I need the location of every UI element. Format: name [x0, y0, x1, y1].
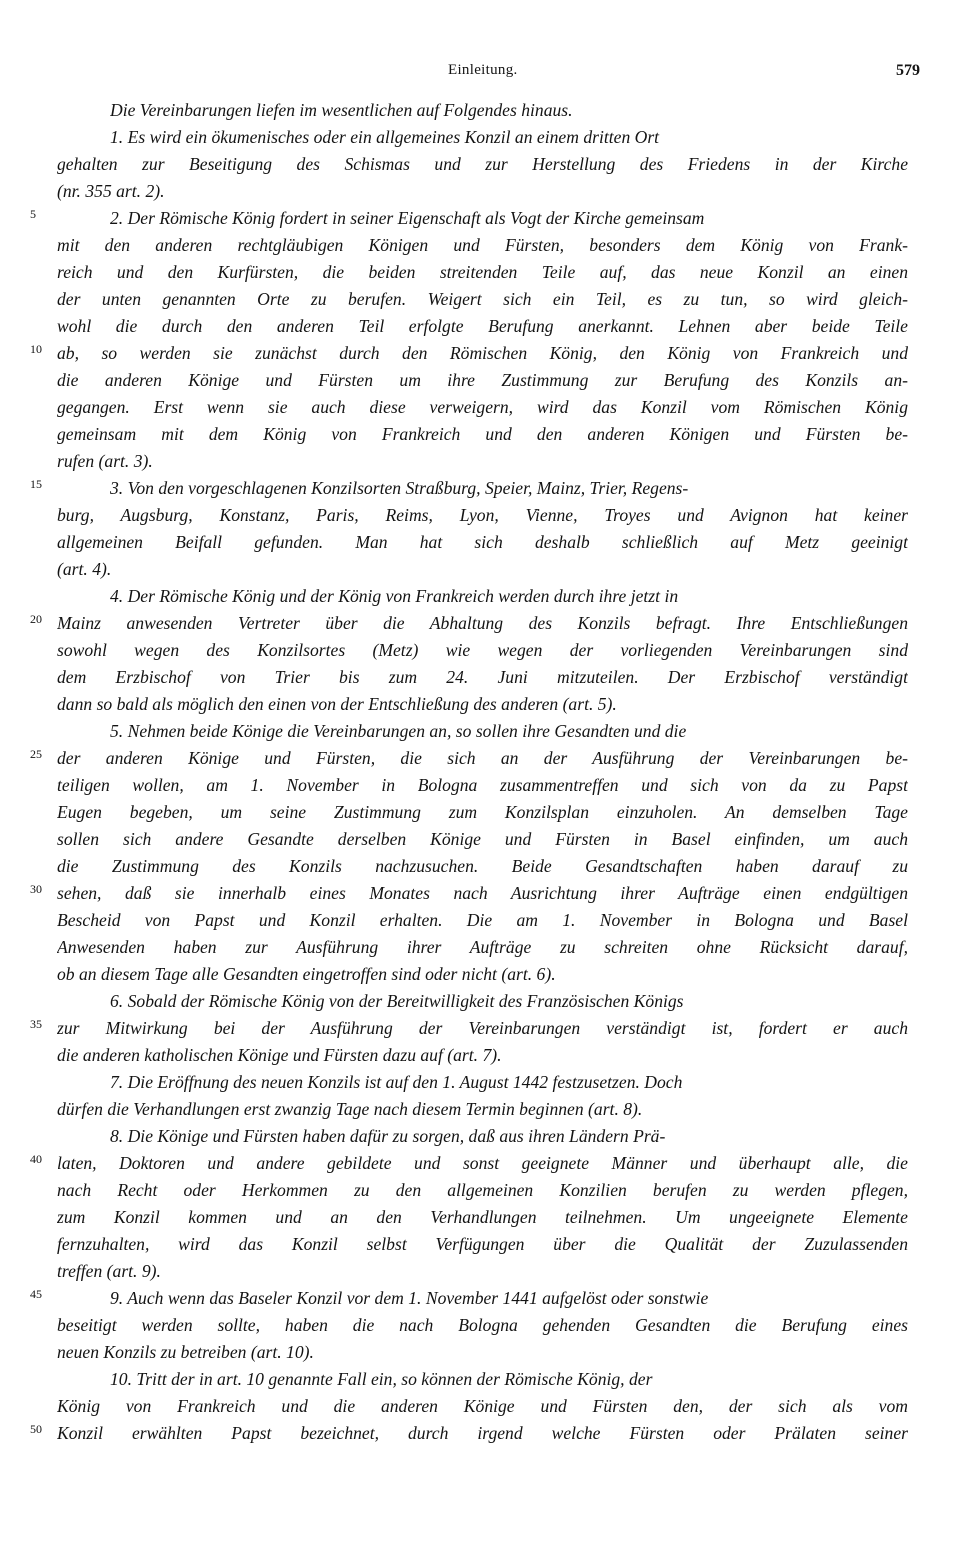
text-line: [0, 853, 960, 880]
line-number: 45: [30, 1287, 42, 1301]
body-text: [0, 97, 960, 1447]
line-text: Eugen begeben, um seine Zustimmung zum Konzilsplan einzuholen. An demselben Tage: [57, 802, 908, 822]
line-text: teiligen wollen, am 1. November in Bologna zusammentreffen und sich von da zu Papst: [57, 775, 908, 795]
line-text: Bescheid von Papst und Konzil erhalten. Die am 1. November in Bologna und Basel: [57, 910, 908, 930]
line-text: ab, so werden sie zunächst durch den Römischen König, den König von Frankreich und: [57, 343, 908, 363]
text-line: [0, 97, 960, 124]
line-text: die Zustimmung des Konzils nachzusuchen. Beide Gesandtschaften haben darauf zu: [57, 856, 908, 876]
line-text: treffen (art. 9).: [57, 1261, 161, 1281]
text-line: [0, 421, 960, 448]
text-line: [0, 934, 960, 961]
line-text: laten, Doktoren und andere gebildete und sonst geeignete Männer und überhaupt alle, die: [57, 1153, 908, 1173]
line-text: dem Erzbischof von Trier bis zum 24. Juni mitzuteilen. Der Erzbischof verständigt: [57, 667, 908, 687]
line-text: (art. 4).: [57, 559, 112, 579]
text-line: [0, 205, 960, 232]
text-line: [0, 1150, 960, 1177]
line-text: Anwesenden haben zur Ausführung ihrer Aufträge zu schreiten ohne Rücksicht darauf,: [57, 937, 908, 957]
line-text: zur Mitwirkung bei der Ausführung der Vereinbarungen verständigt ist, fordert er auch: [57, 1018, 908, 1038]
text-line: [0, 907, 960, 934]
line-number: 30: [30, 882, 42, 896]
line-text: dürfen die Verhandlungen erst zwanzig Tage nach diesem Termin beginnen (art. 8).: [57, 1099, 643, 1119]
line-number: 50: [30, 1422, 42, 1436]
text-line: [0, 1069, 960, 1096]
line-number: 15: [30, 477, 42, 491]
text-line: [0, 313, 960, 340]
running-head: Einleitung.: [448, 62, 518, 78]
text-line: [0, 448, 960, 475]
line-text: ob an diesem Tage alle Gesandten eingetroffen sind oder nicht (art. 6).: [57, 964, 556, 984]
line-number: 5: [30, 207, 36, 221]
text-line: [0, 529, 960, 556]
text-line: [0, 259, 960, 286]
line-text: Konzil erwählten Papst bezeichnet, durch irgend welche Fürsten oder Prälaten seiner: [57, 1423, 908, 1443]
line-text: König von Frankreich und die anderen Könige und Fürsten den, der sich als vom: [57, 1396, 908, 1416]
text-line: [0, 124, 960, 151]
line-text: nach Recht oder Herkommen zu den allgemeinen Konzilien berufen zu werden pflegen,: [57, 1180, 908, 1200]
line-text: der anderen Könige und Fürsten, die sich an der Ausführung der Vereinbarungen be-: [57, 748, 908, 768]
text-line: [0, 1177, 960, 1204]
text-line: [0, 988, 960, 1015]
text-line: [0, 367, 960, 394]
text-line: [0, 745, 960, 772]
line-text: 9. Auch wenn das Baseler Konzil vor dem 1. November 1441 aufgelöst oder sonstwie: [110, 1288, 709, 1308]
text-line: [0, 772, 960, 799]
line-text: 5. Nehmen beide Könige die Vereinbarungen an, so sollen ihre Gesandten und die: [110, 721, 687, 741]
text-line: [0, 1015, 960, 1042]
line-text: gemeinsam mit dem König von Frankreich und den anderen Königen und Fürsten be-: [57, 424, 908, 444]
line-text: sollen sich andere Gesandte derselben Könige und Fürsten in Basel einfinden, um auch: [57, 829, 908, 849]
text-line: [0, 502, 960, 529]
page-number: 579: [896, 62, 920, 79]
text-line: [0, 826, 960, 853]
text-line: [0, 691, 960, 718]
line-text: dann so bald als möglich den einen von der Entschließung des anderen (art. 5).: [57, 694, 617, 714]
text-line: [0, 394, 960, 421]
text-line: [0, 1420, 960, 1447]
text-line: [0, 1366, 960, 1393]
line-text: Mainz anwesenden Vertreter über die Abhaltung des Konzils befragt. Ihre Entschließungen: [57, 613, 908, 633]
line-text: sowohl wegen des Konzilsortes (Metz) wie wegen der vorliegenden Vereinbarungen sind: [57, 640, 908, 660]
line-text: neuen Konzils zu betreiben (art. 10).: [57, 1342, 314, 1362]
line-text: wohl die durch den anderen Teil erfolgte Berufung anerkannt. Lehnen aber beide Teile: [57, 316, 908, 336]
line-text: 10. Tritt der in art. 10 genannte Fall ein, so können der Römische König, der: [110, 1369, 653, 1389]
text-line: [0, 1042, 960, 1069]
text-line: [0, 961, 960, 988]
line-number: 10: [30, 342, 42, 356]
text-line: [0, 583, 960, 610]
text-line: [0, 340, 960, 367]
text-line: [0, 664, 960, 691]
text-line: [0, 1123, 960, 1150]
line-number: 35: [30, 1017, 42, 1031]
line-text: mit den anderen rechtgläubigen Königen und Fürsten, besonders dem König von Frank-: [57, 235, 908, 255]
line-text: allgemeinen Beifall gefunden. Man hat sich deshalb schließlich auf Metz geeinigt: [57, 532, 908, 552]
line-text: 4. Der Römische König und der König von Frankreich werden durch ihre jetzt in: [110, 586, 679, 606]
line-text: (nr. 355 art. 2).: [57, 181, 165, 201]
line-text: der unten genannten Orte zu berufen. Weigert sich ein Teil, es zu tun, so wird gleich-: [57, 289, 908, 309]
text-line: [0, 799, 960, 826]
line-number: 20: [30, 612, 42, 626]
page-header: [0, 62, 960, 86]
text-line: [0, 1339, 960, 1366]
text-line: [0, 1096, 960, 1123]
line-text: reich und den Kurfürsten, die beiden streitenden Teile auf, das neue Konzil an einen: [57, 262, 908, 282]
line-number: 40: [30, 1152, 42, 1166]
text-line: [0, 718, 960, 745]
line-text: burg, Augsburg, Konstanz, Paris, Reims, Lyon, Vienne, Troyes und Avignon hat keiner: [57, 505, 908, 525]
text-line: [0, 637, 960, 664]
text-line: [0, 1285, 960, 1312]
text-line: [0, 610, 960, 637]
line-text: beseitigt werden sollte, haben die nach Bologna gehenden Gesandten die Berufung eines: [57, 1315, 908, 1335]
text-line: [0, 1312, 960, 1339]
line-text: 2. Der Römische König fordert in seiner Eigenschaft als Vogt der Kirche gemeinsam: [110, 208, 705, 228]
line-text: gegangen. Erst wenn sie auch diese verweigern, wird das Konzil vom Römischen König: [57, 397, 908, 417]
line-text: die anderen Könige und Fürsten um ihre Zustimmung zur Berufung des Konzils an-: [57, 370, 908, 390]
text-line: [0, 556, 960, 583]
line-number: 25: [30, 747, 42, 761]
text-line: [0, 880, 960, 907]
text-line: [0, 151, 960, 178]
line-text: rufen (art. 3).: [57, 451, 153, 471]
line-text: gehalten zur Beseitigung des Schismas und zur Herstellung des Friedens in der Kirche: [57, 154, 908, 174]
text-line: [0, 1258, 960, 1285]
line-text: Die Vereinbarungen liefen im wesentlichen auf Folgendes hinaus.: [110, 100, 573, 120]
line-text: 7. Die Eröffnung des neuen Konzils ist auf den 1. August 1442 festzusetzen. Doch: [110, 1072, 683, 1092]
text-line: [0, 232, 960, 259]
line-text: 3. Von den vorgeschlagenen Konzilsorten Straßburg, Speier, Mainz, Trier, Regens-: [110, 478, 689, 498]
text-line: [0, 1393, 960, 1420]
text-line: [0, 1231, 960, 1258]
line-text: 1. Es wird ein ökumenisches oder ein allgemeines Konzil an einem dritten Ort: [110, 127, 660, 147]
line-text: 8. Die Könige und Fürsten haben dafür zu sorgen, daß aus ihren Ländern Prä-: [110, 1126, 666, 1146]
line-text: fernzuhalten, wird das Konzil selbst Verfügungen über die Qualität der Zuzulassenden: [57, 1234, 908, 1254]
text-line: [0, 1204, 960, 1231]
text-line: [0, 178, 960, 205]
line-text: die anderen katholischen Könige und Fürsten dazu auf (art. 7).: [57, 1045, 502, 1065]
line-text: zum Konzil kommen und an den Verhandlungen teilnehmen. Um ungeeignete Elemente: [57, 1207, 908, 1227]
line-text: sehen, daß sie innerhalb eines Monates nach Ausrichtung ihrer Aufträge einen endgültigen: [57, 883, 908, 903]
text-line: [0, 475, 960, 502]
line-text: 6. Sobald der Römische König von der Bereitwilligkeit des Französischen Königs: [110, 991, 684, 1011]
text-line: [0, 286, 960, 313]
